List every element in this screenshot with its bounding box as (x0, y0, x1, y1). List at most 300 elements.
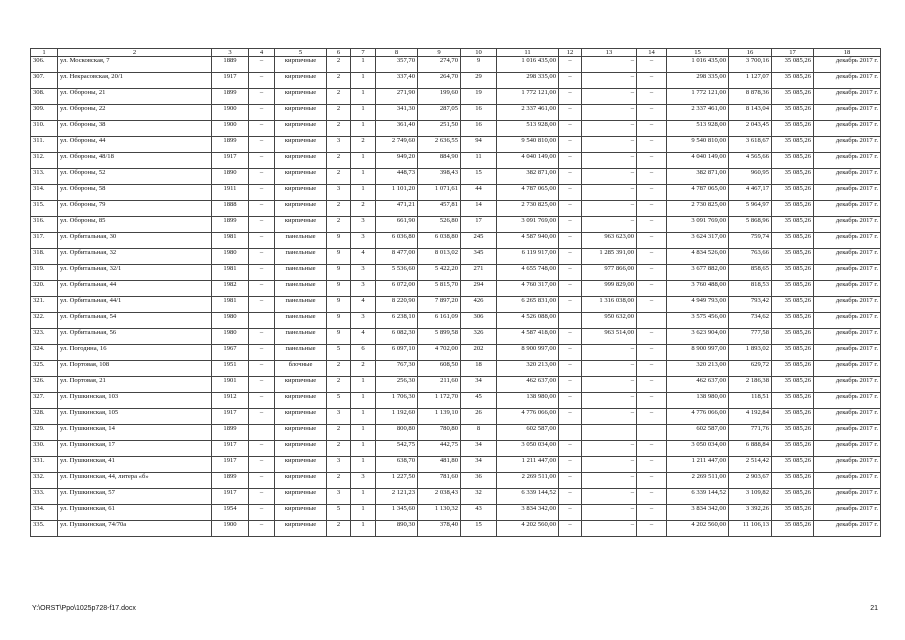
cell-total-area: 1 227,50 (376, 473, 418, 489)
cell-cost-per-sqm: 759,74 (729, 233, 772, 249)
cell-col-12 (559, 425, 582, 441)
cell-total-cost: 3 050 034,00 (497, 441, 559, 457)
cell-col-4: – (249, 457, 275, 473)
cell-col-4: – (249, 201, 275, 217)
cell-repair-date: декабрь 2017 г. (814, 73, 881, 89)
cell-row-number: 325. (31, 361, 58, 377)
cell-col-14: – (637, 521, 667, 537)
cell-limit-cost: 35 085,26 (772, 441, 814, 457)
header-cell-13: 13 (582, 49, 637, 57)
cell-funds-col-13: – (582, 505, 637, 521)
cell-col-12: – (559, 505, 582, 521)
cell-funds-col-15: 4 040 149,00 (667, 153, 729, 169)
cell-funds-col-15: 513 928,00 (667, 121, 729, 137)
cell-col-12: – (559, 137, 582, 153)
cell-cost-per-sqm: 4 192,84 (729, 409, 772, 425)
cell-funds-col-13: – (582, 153, 637, 169)
cell-wall-material: кирпичные (275, 441, 327, 457)
cell-total-area: 1 101,20 (376, 185, 418, 201)
cell-living-area: 287,05 (418, 105, 461, 121)
table-row (31, 281, 881, 297)
cell-funds-col-13: – (582, 137, 637, 153)
cell-total-cost: 4 587 418,00 (497, 329, 559, 345)
cell-residents: 326 (461, 329, 497, 345)
cell-total-area: 8 220,90 (376, 297, 418, 313)
cell-entrances: 2 (351, 201, 376, 217)
cell-cost-per-sqm: 4 565,66 (729, 153, 772, 169)
cell-residents: 294 (461, 281, 497, 297)
cell-wall-material: панельные (275, 297, 327, 313)
cell-funds-col-13: – (582, 489, 637, 505)
cell-floors: 2 (327, 105, 351, 121)
cell-living-area: 6 161,09 (418, 313, 461, 329)
cell-col-12: – (559, 473, 582, 489)
cell-funds-col-15: 2 730 825,00 (667, 201, 729, 217)
cell-total-cost: 1 211 447,00 (497, 457, 559, 473)
cell-floors: 2 (327, 201, 351, 217)
cell-residents: 26 (461, 409, 497, 425)
cell-col-4: – (249, 409, 275, 425)
cell-limit-cost: 35 085,26 (772, 201, 814, 217)
cell-repair-date: декабрь 2017 г. (814, 153, 881, 169)
cell-floors: 9 (327, 313, 351, 329)
cell-total-cost: 4 655 748,00 (497, 265, 559, 281)
cell-total-area: 8 477,00 (376, 249, 418, 265)
cell-col-12: – (559, 409, 582, 425)
cell-row-number: 312. (31, 153, 58, 169)
cell-col-4: – (249, 505, 275, 521)
cell-living-area: 2 636,55 (418, 137, 461, 153)
cell-address: ул. Орбитальная, 44 (58, 281, 212, 297)
cell-residents: 43 (461, 505, 497, 521)
cell-total-area: 448,73 (376, 169, 418, 185)
cell-wall-material: кирпичные (275, 89, 327, 105)
cell-funds-col-13: – (582, 201, 637, 217)
cell-col-14: – (637, 281, 667, 297)
cell-col-14: – (637, 217, 667, 233)
cell-residents: 32 (461, 489, 497, 505)
cell-residents: 45 (461, 393, 497, 409)
cell-col-14: – (637, 105, 667, 121)
cell-col-12: – (559, 73, 582, 89)
cell-funds-col-15: 3 623 904,00 (667, 329, 729, 345)
cell-address: ул. Пушкинская, 61 (58, 505, 212, 521)
cell-repair-date: декабрь 2017 г. (814, 457, 881, 473)
table-row (31, 249, 881, 265)
cell-address: ул. Пушкинская, 105 (58, 409, 212, 425)
cell-row-number: 306. (31, 57, 58, 73)
cell-year-built: 1980 (212, 329, 249, 345)
cell-residents: 36 (461, 473, 497, 489)
cell-address: ул. Орбитальная, 32/1 (58, 265, 212, 281)
cell-funds-col-15: 602 587,00 (667, 425, 729, 441)
cell-funds-col-13: 950 632,00 (582, 313, 637, 329)
cell-row-number: 327. (31, 393, 58, 409)
cell-row-number: 334. (31, 505, 58, 521)
cell-residents: 245 (461, 233, 497, 249)
cell-row-number: 329. (31, 425, 58, 441)
cell-col-14: – (637, 441, 667, 457)
header-cell-17: 17 (772, 49, 814, 57)
cell-entrances: 3 (351, 233, 376, 249)
cell-entrances: 4 (351, 249, 376, 265)
header-cell-16: 16 (729, 49, 772, 57)
cell-wall-material: кирпичные (275, 393, 327, 409)
cell-col-14: – (637, 361, 667, 377)
cell-limit-cost: 35 085,26 (772, 265, 814, 281)
cell-residents: 16 (461, 105, 497, 121)
header-cell-5: 5 (275, 49, 327, 57)
cell-row-number: 313. (31, 169, 58, 185)
cell-floors: 2 (327, 153, 351, 169)
cell-floors: 3 (327, 489, 351, 505)
cell-col-4: – (249, 521, 275, 537)
cell-living-area: 1 172,70 (418, 393, 461, 409)
cell-row-number: 311. (31, 137, 58, 153)
cell-col-14: – (637, 297, 667, 313)
cell-cost-per-sqm: 118,51 (729, 393, 772, 409)
cell-year-built: 1917 (212, 457, 249, 473)
cell-address: ул. Пушкинская, 17 (58, 441, 212, 457)
cell-total-cost: 6 339 144,52 (497, 489, 559, 505)
cell-entrances: 1 (351, 441, 376, 457)
cell-year-built: 1954 (212, 505, 249, 521)
cell-wall-material: кирпичные (275, 473, 327, 489)
cell-row-number: 323. (31, 329, 58, 345)
cell-funds-col-13: – (582, 473, 637, 489)
cell-total-area: 800,80 (376, 425, 418, 441)
cell-address: ул. Обороны, 79 (58, 201, 212, 217)
cell-entrances: 3 (351, 313, 376, 329)
cell-wall-material: панельные (275, 313, 327, 329)
cell-living-area: 1 130,32 (418, 505, 461, 521)
cell-residents: 34 (461, 441, 497, 457)
cell-row-number: 320. (31, 281, 58, 297)
cell-col-4: – (249, 57, 275, 73)
cell-funds-col-13: – (582, 393, 637, 409)
cell-repair-date: декабрь 2017 г. (814, 489, 881, 505)
cell-floors: 2 (327, 89, 351, 105)
cell-funds-col-15: 298 335,00 (667, 73, 729, 89)
cell-total-area: 6 238,10 (376, 313, 418, 329)
cell-total-cost: 2 269 511,00 (497, 473, 559, 489)
cell-repair-date: декабрь 2017 г. (814, 297, 881, 313)
cell-col-4: – (249, 249, 275, 265)
cell-year-built: 1980 (212, 313, 249, 329)
cell-total-cost: 1 016 435,00 (497, 57, 559, 73)
cell-col-4: – (249, 297, 275, 313)
cell-col-12: – (559, 329, 582, 345)
cell-col-12: – (559, 457, 582, 473)
cell-col-12: – (559, 233, 582, 249)
cell-living-area: 7 897,20 (418, 297, 461, 313)
cell-repair-date: декабрь 2017 г. (814, 425, 881, 441)
cell-total-cost: 2 337 461,00 (497, 105, 559, 121)
cell-total-area: 361,40 (376, 121, 418, 137)
cell-row-number: 318. (31, 249, 58, 265)
cell-address: ул. Орбитальная, 44/1 (58, 297, 212, 313)
cell-row-number: 330. (31, 441, 58, 457)
header-cell-4: 4 (249, 49, 275, 57)
cell-limit-cost: 35 085,26 (772, 313, 814, 329)
cell-col-4: – (249, 153, 275, 169)
cell-total-cost: 6 265 831,00 (497, 297, 559, 313)
cell-col-12 (559, 313, 582, 329)
cell-total-cost: 3 834 342,00 (497, 505, 559, 521)
cell-total-area: 2 749,60 (376, 137, 418, 153)
cell-total-area: 767,30 (376, 361, 418, 377)
cell-total-area: 256,30 (376, 377, 418, 393)
cell-living-area: 442,75 (418, 441, 461, 457)
cell-limit-cost: 35 085,26 (772, 233, 814, 249)
cell-row-number: 308. (31, 89, 58, 105)
cell-floors: 9 (327, 297, 351, 313)
cell-cost-per-sqm: 818,53 (729, 281, 772, 297)
cell-entrances: 2 (351, 137, 376, 153)
cell-living-area: 274,70 (418, 57, 461, 73)
cell-col-12: – (559, 489, 582, 505)
cell-funds-col-15: 3 050 034,00 (667, 441, 729, 457)
cell-residents: 8 (461, 425, 497, 441)
cell-row-number: 307. (31, 73, 58, 89)
cell-funds-col-13: 963 623,00 (582, 233, 637, 249)
cell-year-built: 1901 (212, 377, 249, 393)
cell-floors: 2 (327, 441, 351, 457)
cell-year-built: 1981 (212, 297, 249, 313)
cell-row-number: 309. (31, 105, 58, 121)
cell-limit-cost: 35 085,26 (772, 121, 814, 137)
cell-floors: 9 (327, 233, 351, 249)
cell-repair-date: декабрь 2017 г. (814, 361, 881, 377)
table-row (31, 457, 881, 473)
cell-living-area: 378,40 (418, 521, 461, 537)
cell-floors: 3 (327, 457, 351, 473)
cell-funds-col-15: 138 980,00 (667, 393, 729, 409)
cell-year-built: 1951 (212, 361, 249, 377)
cell-residents: 16 (461, 121, 497, 137)
cell-address: ул. Пушкинская, 103 (58, 393, 212, 409)
cell-total-cost: 1 772 121,00 (497, 89, 559, 105)
cell-address: ул. Обороны, 58 (58, 185, 212, 201)
cell-repair-date: декабрь 2017 г. (814, 89, 881, 105)
cell-col-12: – (559, 265, 582, 281)
cell-year-built: 1917 (212, 73, 249, 89)
cell-entrances: 1 (351, 153, 376, 169)
cell-repair-date: декабрь 2017 г. (814, 57, 881, 73)
table-row (31, 489, 881, 505)
cell-col-14: – (637, 73, 667, 89)
cell-limit-cost: 35 085,26 (772, 473, 814, 489)
cell-floors: 2 (327, 473, 351, 489)
header-cell-18: 18 (814, 49, 881, 57)
cell-col-14: – (637, 265, 667, 281)
table-row (31, 329, 881, 345)
cell-year-built: 1900 (212, 105, 249, 121)
cell-col-12: – (559, 57, 582, 73)
cell-cost-per-sqm: 793,42 (729, 297, 772, 313)
cell-col-14: – (637, 393, 667, 409)
cell-funds-col-15: 1 772 121,00 (667, 89, 729, 105)
cell-limit-cost: 35 085,26 (772, 281, 814, 297)
cell-limit-cost: 35 085,26 (772, 169, 814, 185)
cell-residents: 15 (461, 521, 497, 537)
cell-repair-date: декабрь 2017 г. (814, 377, 881, 393)
cell-entrances: 1 (351, 121, 376, 137)
cell-cost-per-sqm: 1 893,02 (729, 345, 772, 361)
cell-col-14: – (637, 57, 667, 73)
cell-year-built: 1899 (212, 217, 249, 233)
cell-limit-cost: 35 085,26 (772, 409, 814, 425)
cell-col-4: – (249, 361, 275, 377)
cell-limit-cost: 35 085,26 (772, 329, 814, 345)
header-cell-12: 12 (559, 49, 582, 57)
cell-living-area: 884,90 (418, 153, 461, 169)
cell-row-number: 331. (31, 457, 58, 473)
cell-floors: 2 (327, 169, 351, 185)
table-row (31, 137, 881, 153)
cell-floors: 9 (327, 281, 351, 297)
cell-col-14: – (637, 169, 667, 185)
cell-total-area: 1 706,30 (376, 393, 418, 409)
cell-floors: 2 (327, 521, 351, 537)
cell-wall-material: кирпичные (275, 185, 327, 201)
cell-wall-material: кирпичные (275, 521, 327, 537)
cell-address: ул. Орбитальная, 30 (58, 233, 212, 249)
cell-col-12: – (559, 377, 582, 393)
cell-repair-date: декабрь 2017 г. (814, 265, 881, 281)
cell-living-area: 481,80 (418, 457, 461, 473)
cell-col-4: – (249, 185, 275, 201)
cell-living-area: 211,60 (418, 377, 461, 393)
cell-repair-date: декабрь 2017 г. (814, 105, 881, 121)
cell-col-14 (637, 313, 667, 329)
cell-floors: 2 (327, 57, 351, 73)
cell-row-number: 328. (31, 409, 58, 425)
cell-funds-col-13: – (582, 345, 637, 361)
cell-limit-cost: 35 085,26 (772, 393, 814, 409)
cell-cost-per-sqm: 777,58 (729, 329, 772, 345)
table-row (31, 105, 881, 121)
cell-entrances: 6 (351, 345, 376, 361)
cell-funds-col-15: 3 575 456,00 (667, 313, 729, 329)
cell-entrances: 3 (351, 265, 376, 281)
cell-col-14: – (637, 489, 667, 505)
cell-repair-date: декабрь 2017 г. (814, 233, 881, 249)
table-row (31, 169, 881, 185)
header-cell-7: 7 (351, 49, 376, 57)
cell-entrances: 1 (351, 457, 376, 473)
cell-residents: 29 (461, 73, 497, 89)
cell-cost-per-sqm: 11 106,13 (729, 521, 772, 537)
cell-total-cost: 513 928,00 (497, 121, 559, 137)
cell-col-4: – (249, 217, 275, 233)
cell-wall-material: панельные (275, 281, 327, 297)
cell-funds-col-15: 320 213,00 (667, 361, 729, 377)
cell-residents: 94 (461, 137, 497, 153)
cell-entrances: 1 (351, 409, 376, 425)
cell-cost-per-sqm: 4 467,17 (729, 185, 772, 201)
table-row (31, 441, 881, 457)
table-row (31, 473, 881, 489)
cell-living-area: 1 071,61 (418, 185, 461, 201)
cell-address: ул. Обороны, 52 (58, 169, 212, 185)
cell-entrances: 3 (351, 217, 376, 233)
cell-col-4 (249, 313, 275, 329)
cell-address: ул. Обороны, 22 (58, 105, 212, 121)
header-row (31, 49, 881, 57)
cell-col-14: – (637, 457, 667, 473)
cell-col-12: – (559, 121, 582, 137)
cell-col-12: – (559, 297, 582, 313)
cell-living-area: 4 702,00 (418, 345, 461, 361)
cell-address: ул. Обороны, 21 (58, 89, 212, 105)
cell-funds-col-13: – (582, 457, 637, 473)
cell-funds-col-13: – (582, 377, 637, 393)
cell-funds-col-15: 4 949 793,00 (667, 297, 729, 313)
cell-funds-col-15: 1 016 435,00 (667, 57, 729, 73)
cell-wall-material: панельные (275, 233, 327, 249)
cell-wall-material: кирпичные (275, 169, 327, 185)
cell-col-14: – (637, 137, 667, 153)
table-row (31, 425, 881, 441)
table-row (31, 121, 881, 137)
table-row (31, 313, 881, 329)
cell-entrances: 1 (351, 393, 376, 409)
cell-entrances: 1 (351, 105, 376, 121)
cell-funds-col-13: – (582, 169, 637, 185)
cell-wall-material: кирпичные (275, 153, 327, 169)
cell-wall-material: кирпичные (275, 57, 327, 73)
cell-total-cost: 4 776 066,00 (497, 409, 559, 425)
cell-col-12: – (559, 249, 582, 265)
cell-row-number: 324. (31, 345, 58, 361)
cell-wall-material: кирпичные (275, 217, 327, 233)
cell-wall-material: кирпичные (275, 489, 327, 505)
cell-residents: 15 (461, 169, 497, 185)
cell-year-built: 1888 (212, 201, 249, 217)
cell-wall-material: блочные (275, 361, 327, 377)
cell-floors: 5 (327, 393, 351, 409)
cell-funds-col-13: – (582, 521, 637, 537)
cell-living-area: 6 038,80 (418, 233, 461, 249)
cell-col-14: – (637, 233, 667, 249)
cell-col-12: – (559, 393, 582, 409)
cell-entrances: 3 (351, 473, 376, 489)
cell-col-4: – (249, 345, 275, 361)
cell-total-area: 341,30 (376, 105, 418, 121)
cell-funds-col-15: 3 624 317,00 (667, 233, 729, 249)
cell-funds-col-13: 999 829,00 (582, 281, 637, 297)
cell-funds-col-13: – (582, 89, 637, 105)
cell-entrances: 1 (351, 185, 376, 201)
cell-cost-per-sqm: 3 618,67 (729, 137, 772, 153)
cell-address: ул. Портовая, 108 (58, 361, 212, 377)
cell-cost-per-sqm: 734,62 (729, 313, 772, 329)
cell-floors: 9 (327, 265, 351, 281)
cell-col-4: – (249, 441, 275, 457)
cell-cost-per-sqm: 2 514,42 (729, 457, 772, 473)
cell-col-14: – (637, 329, 667, 345)
cell-year-built: 1899 (212, 89, 249, 105)
cell-entrances: 1 (351, 489, 376, 505)
cell-total-cost: 462 637,00 (497, 377, 559, 393)
cell-col-4: – (249, 489, 275, 505)
cell-cost-per-sqm: 629,72 (729, 361, 772, 377)
cell-repair-date: декабрь 2017 г. (814, 393, 881, 409)
cell-living-area: 8 013,02 (418, 249, 461, 265)
cell-address: ул. Московская, 7 (58, 57, 212, 73)
cell-residents: 17 (461, 217, 497, 233)
